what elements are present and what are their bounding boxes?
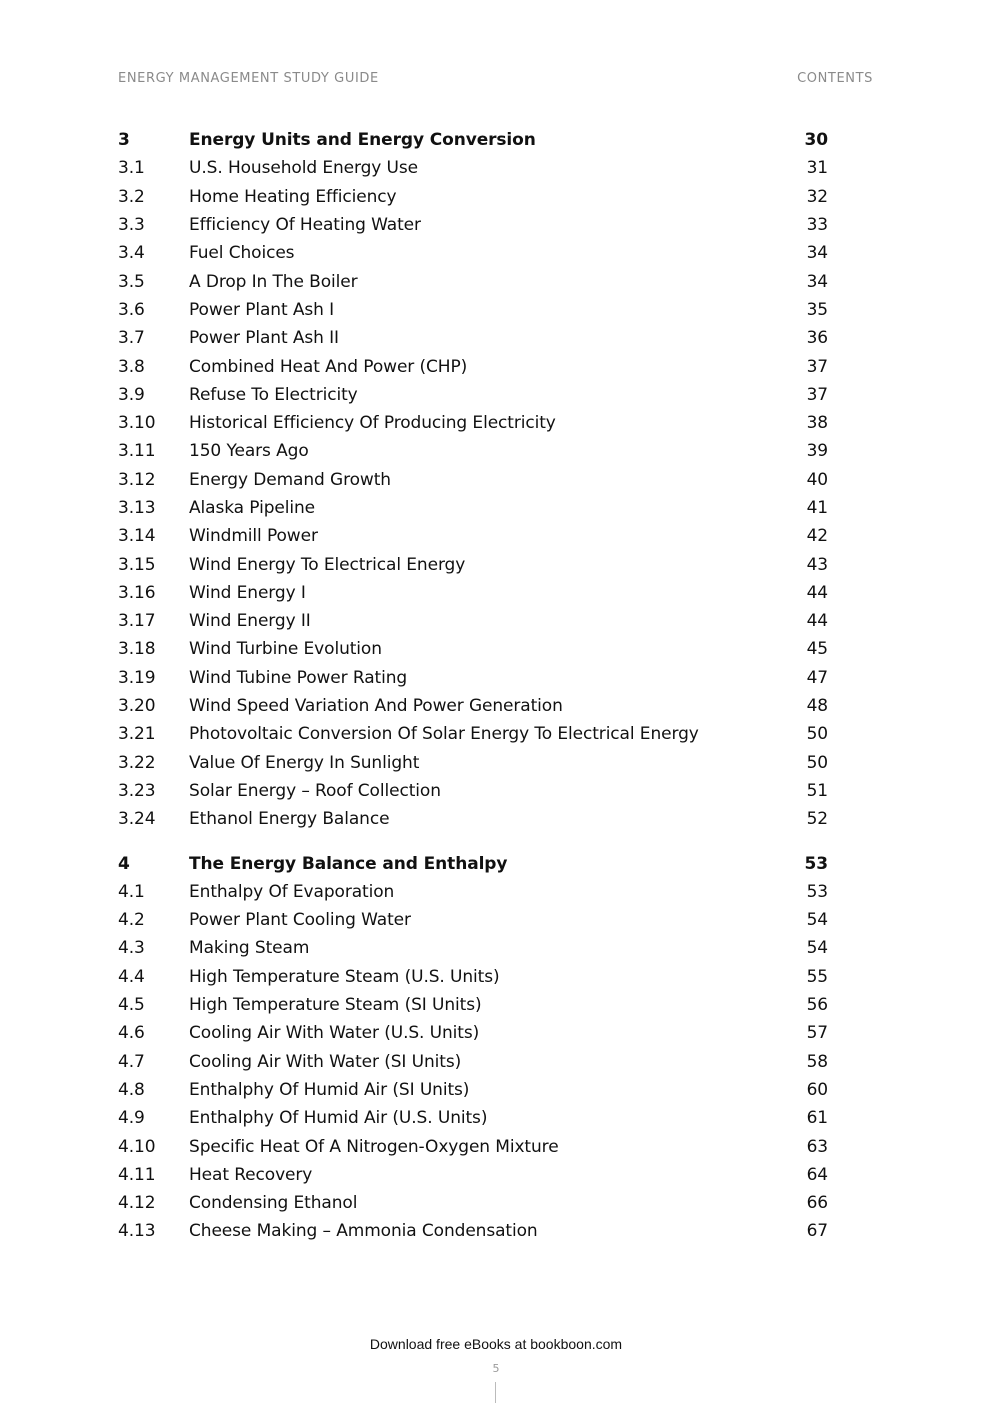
toc-entry[interactable] (118, 963, 828, 991)
toc-entry[interactable] (118, 607, 828, 635)
toc-title: Specific Heat Of A Nitrogen-Oxygen Mixture (189, 1136, 559, 1157)
toc-entry[interactable] (118, 437, 828, 465)
toc-num: 3.9 (118, 384, 145, 405)
toc-num: 4.4 (118, 966, 145, 987)
header-book-title: ENERGY MANAGEMENT STUDY GUIDE (118, 71, 379, 86)
toc-title: Fuel Choices (189, 243, 295, 264)
toc-num: 3.4 (118, 243, 145, 264)
table-of-contents (118, 126, 828, 1262)
toc-title: A Drop In The Boiler (189, 271, 358, 292)
toc-num: 3.11 (118, 441, 156, 462)
toc-title: Wind Turbine Evolution (189, 639, 382, 660)
toc-num: 4.8 (118, 1079, 145, 1100)
toc-title: Wind Speed Variation And Power Generation (189, 696, 563, 717)
toc-entry[interactable] (118, 494, 828, 522)
toc-page: 58 (806, 1051, 828, 1072)
toc-entry[interactable] (118, 1161, 828, 1189)
toc-title: Energy Demand Growth (189, 469, 391, 490)
toc-title: The Energy Balance and Enthalpy (189, 853, 508, 874)
toc-entry[interactable] (118, 522, 828, 550)
toc-title: 150 Years Ago (189, 441, 309, 462)
toc-title: Alaska Pipeline (189, 498, 316, 518)
toc-entry[interactable] (118, 749, 828, 777)
toc-num: 3.10 (118, 413, 156, 434)
toc-page: 55 (806, 966, 828, 987)
toc-page: 56 (806, 995, 828, 1016)
toc-title: Wind Energy To Electrical Energy (189, 554, 466, 575)
toc-entry[interactable] (118, 1048, 828, 1076)
toc-entry[interactable] (118, 211, 828, 239)
toc-title: Wind Energy II (189, 611, 311, 632)
toc-title: Cooling Air With Water (U.S. Units) (189, 1023, 480, 1044)
toc-title: Cheese Making – Ammonia Condensation (189, 1221, 538, 1242)
toc-num: 3.16 (118, 582, 156, 603)
toc-title: Photovoltaic Conversion Of Solar Energy To Electrical Energy (189, 724, 699, 745)
toc-entry[interactable] (118, 239, 828, 267)
toc-page: 35 (806, 299, 828, 320)
toc-num: 3.19 (118, 667, 156, 688)
toc-page: 37 (806, 384, 828, 405)
toc-title: Solar Energy – Roof Collection (189, 780, 441, 801)
toc-title: Energy Units and Energy Conversion (189, 130, 536, 151)
toc-entry[interactable] (118, 296, 828, 324)
toc-page: 33 (806, 215, 828, 236)
toc-entry[interactable] (118, 324, 828, 352)
toc-page: 60 (806, 1079, 828, 1100)
toc-num: 3.3 (118, 215, 145, 236)
toc-entry[interactable] (118, 1019, 828, 1047)
toc-page: 38 (806, 413, 828, 434)
toc-title: Refuse To Electricity (189, 384, 358, 405)
toc-title: Condensing Ethanol (189, 1193, 358, 1214)
toc-title: Efficiency Of Heating Water (189, 215, 421, 236)
toc-entry[interactable] (118, 267, 828, 295)
toc-page: 48 (806, 696, 828, 717)
toc-num: 3.7 (118, 328, 145, 349)
toc-chapter-entry[interactable] (118, 126, 828, 154)
toc-num: 3.13 (118, 498, 156, 518)
toc-page: 54 (806, 910, 828, 931)
toc-entry[interactable] (118, 1076, 828, 1104)
toc-num: 3.20 (118, 696, 156, 717)
toc-entry[interactable] (118, 878, 828, 906)
toc-entry[interactable] (118, 991, 828, 1019)
toc-page: 50 (806, 724, 828, 745)
toc-title: High Temperature Steam (U.S. Units) (189, 966, 500, 987)
toc-entry[interactable] (118, 635, 828, 663)
toc-num: 4.9 (118, 1108, 145, 1129)
toc-num: 3.1 (118, 158, 145, 179)
toc-page: 66 (806, 1193, 828, 1214)
header-section-label: CONTENTS (797, 71, 873, 86)
toc-page: 47 (806, 667, 828, 688)
toc-entry[interactable] (118, 1132, 828, 1160)
toc-page: 31 (806, 158, 828, 179)
toc-num: 3.22 (118, 752, 156, 773)
toc-title: U.S. Household Energy Use (189, 158, 418, 179)
toc-num: 3.17 (118, 611, 156, 632)
toc-entry[interactable] (118, 1189, 828, 1217)
toc-title: Power Plant Ash II (189, 328, 339, 349)
toc-page: 67 (806, 1221, 828, 1242)
toc-chapter-section (118, 849, 828, 1245)
toc-page: 44 (806, 611, 828, 632)
toc-num: 3.21 (118, 724, 156, 745)
toc-page: 39 (806, 441, 828, 462)
page-number: 5 (492, 1362, 500, 1375)
toc-num: 3.15 (118, 554, 156, 575)
toc-title: Historical Efficiency Of Producing Electricity (189, 413, 556, 434)
toc-num: 4.5 (118, 995, 145, 1016)
toc-page: 34 (806, 271, 828, 292)
toc-page: 41 (806, 498, 828, 518)
toc-title: Ethanol Energy Balance (189, 809, 390, 830)
toc-entry[interactable] (118, 906, 828, 934)
toc-entry[interactable] (118, 1104, 828, 1132)
toc-entry[interactable] (118, 183, 828, 211)
toc-page: 53 (804, 853, 828, 874)
running-header (118, 71, 873, 86)
toc-title: Home Heating Efficiency (189, 186, 397, 207)
toc-num: 3.24 (118, 809, 156, 830)
toc-page: 32 (806, 186, 828, 207)
toc-page: 54 (806, 938, 828, 959)
toc-title: Windmill Power (189, 526, 318, 547)
toc-num: 4.6 (118, 1023, 145, 1044)
toc-num: 3.5 (118, 271, 145, 292)
toc-num: 3.23 (118, 780, 156, 801)
toc-title: Making Steam (189, 938, 310, 959)
toc-title: Power Plant Cooling Water (189, 910, 411, 931)
toc-entry[interactable] (118, 720, 828, 748)
toc-title: Combined Heat And Power (CHP) (189, 356, 468, 377)
toc-num: 4.7 (118, 1051, 145, 1072)
toc-page: 57 (806, 1023, 828, 1044)
toc-title: Power Plant Ash I (189, 299, 335, 320)
toc-entry[interactable] (118, 664, 828, 692)
toc-num: 3.6 (118, 299, 145, 320)
toc-page: 30 (804, 130, 828, 151)
toc-page: 61 (806, 1108, 828, 1129)
toc-title: High Temperature Steam (SI Units) (189, 995, 482, 1016)
toc-entry[interactable] (118, 352, 828, 380)
toc-num: 4.1 (118, 881, 145, 902)
toc-entry[interactable] (118, 805, 828, 833)
toc-num: 3.8 (118, 356, 145, 377)
toc-page: 50 (806, 752, 828, 773)
toc-title: Enthalphy Of Humid Air (SI Units) (189, 1079, 470, 1100)
toc-num: 4.12 (118, 1193, 156, 1214)
toc-num: 3.14 (118, 526, 156, 547)
toc-page: 45 (806, 639, 828, 660)
toc-title: Enthalphy Of Humid Air (U.S. Units) (189, 1108, 488, 1129)
footer-download-link[interactable]: Download free eBooks at bookboon.com (369, 1336, 623, 1352)
toc-chapter-section (118, 126, 828, 833)
toc-entry[interactable] (118, 409, 828, 437)
toc-entry[interactable] (118, 934, 828, 962)
toc-entry[interactable] (118, 777, 828, 805)
toc-num: 4.2 (118, 910, 145, 931)
toc-title: Value Of Energy In Sunlight (189, 752, 420, 773)
page-number-rule (495, 1382, 496, 1403)
toc-page: 42 (806, 526, 828, 547)
toc-num: 4.11 (118, 1164, 156, 1185)
toc-entry[interactable] (118, 550, 828, 578)
toc-page: 34 (806, 243, 828, 264)
toc-page: 36 (806, 328, 828, 349)
toc-num: 4.13 (118, 1221, 156, 1242)
toc-entry[interactable] (118, 154, 828, 182)
toc-page: 43 (806, 554, 828, 575)
toc-title: Enthalpy Of Evaporation (189, 881, 395, 902)
toc-page: 63 (806, 1136, 828, 1157)
toc-page: 37 (806, 356, 828, 377)
toc-entry[interactable] (118, 579, 828, 607)
toc-num: 3.18 (118, 639, 156, 660)
toc-num: 4.3 (118, 938, 145, 959)
toc-num: 3.2 (118, 186, 145, 207)
toc-entry[interactable] (118, 1217, 828, 1245)
toc-num: 3 (118, 130, 130, 151)
toc-chapter-entry[interactable] (118, 849, 828, 877)
toc-title: Heat Recovery (189, 1164, 313, 1185)
toc-num: 4 (118, 853, 130, 874)
toc-page: 64 (806, 1164, 828, 1185)
toc-title: Wind Tubine Power Rating (189, 667, 408, 688)
toc-page: 40 (806, 469, 828, 490)
toc-num: 4.10 (118, 1136, 156, 1157)
toc-entry[interactable] (118, 466, 828, 494)
toc-entry[interactable] (118, 692, 828, 720)
toc-title: Cooling Air With Water (SI Units) (189, 1051, 462, 1072)
toc-entry[interactable] (118, 381, 828, 409)
toc-page: 53 (806, 881, 828, 902)
toc-page: 51 (806, 780, 828, 801)
toc-page: 52 (806, 809, 828, 830)
toc-num: 3.12 (118, 469, 156, 490)
toc-page: 44 (806, 582, 828, 603)
toc-title: Wind Energy I (189, 582, 306, 603)
